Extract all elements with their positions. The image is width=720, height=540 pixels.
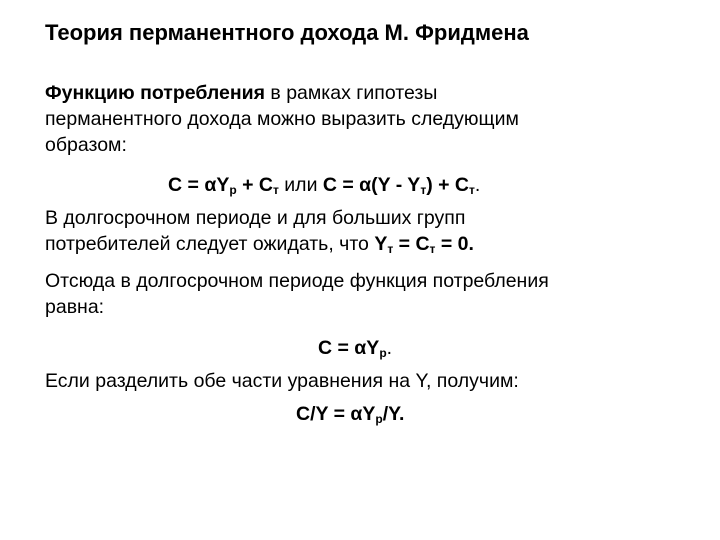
subscript: т <box>429 242 436 256</box>
equation-permanent-income <box>168 172 480 198</box>
text-fragment: в рамках гипотезы <box>265 82 438 104</box>
subscript: p <box>229 183 237 197</box>
eq-text: ) + C <box>426 174 470 196</box>
paragraph-divide <box>45 368 685 394</box>
subscript: т <box>272 183 279 197</box>
eq-text: Y <box>374 233 388 255</box>
paragraph-line: Если разделить обе части уравнения на Y, получим: <box>45 370 519 392</box>
paragraph-line: образом: <box>45 134 127 156</box>
eq-text: C = α(Y - Y <box>322 174 421 196</box>
eq-text: . <box>386 337 393 359</box>
eq-inline <box>374 233 474 255</box>
eq-text: /Y. <box>382 403 405 425</box>
eq-text: + C <box>236 174 273 196</box>
alpha-symbol: α <box>204 174 217 196</box>
eq-text: C = <box>168 174 205 196</box>
subscript: p <box>379 346 387 360</box>
eq-text: Y <box>216 174 230 196</box>
subscript: т <box>469 183 475 197</box>
eq-text: C = αY <box>318 337 380 359</box>
paragraph-line <box>45 80 685 106</box>
equation-ratio <box>296 401 404 427</box>
eq-text: = 0. <box>435 233 474 255</box>
slide-title: Теория перманентного дохода М. Фридмена <box>45 20 529 45</box>
paragraph-line: перманентного дохода можно выразить следующим <box>45 108 519 130</box>
term-consumption-function: Функцию потребления <box>45 82 266 104</box>
eq-text: = C <box>393 233 430 255</box>
subscript: т <box>420 183 427 197</box>
text-fragment: потребителей следует ожидать, что <box>45 233 375 255</box>
subscript: p <box>375 412 383 426</box>
paragraph-consumption-function <box>45 80 685 158</box>
eq-text: . <box>474 174 481 196</box>
paragraph-line: равна: <box>45 296 105 318</box>
paragraph-line: В долгосрочном периоде и для больших групп <box>45 207 466 229</box>
equation-long-run <box>318 335 392 361</box>
paragraph-line <box>45 231 685 257</box>
eq-connector-or: или <box>278 174 323 196</box>
paragraph-line: Отсюда в долгосрочном периоде функция потребления <box>45 270 549 292</box>
subscript: т <box>387 242 394 256</box>
paragraph-hence <box>45 268 685 320</box>
eq-text: C/Y = αY <box>296 403 376 425</box>
paragraph-long-run <box>45 205 685 257</box>
